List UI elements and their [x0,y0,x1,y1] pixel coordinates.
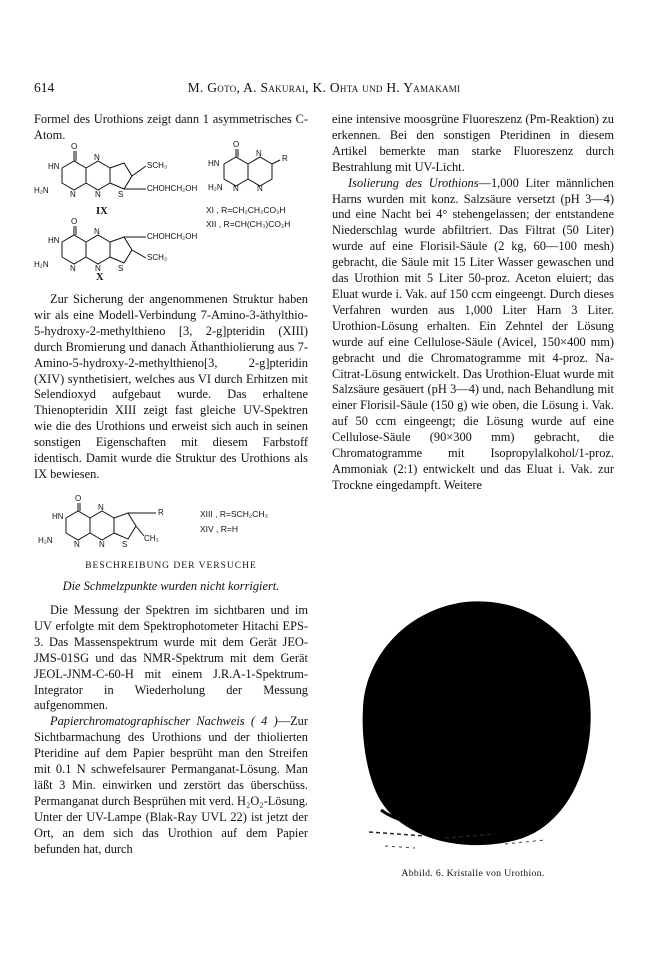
section-note: Die Schmelzpunkte wurden nicht korrigiert. [62,579,280,593]
left-para-spectra [34,603,308,858]
legend-XI: XI , R=CH₂CH₂CO₂H [206,205,286,215]
paragraph-lead: Isolierung des Urothions [348,175,479,190]
atom-S: S [118,190,124,199]
substituent: SCH₃ [147,161,168,170]
atom-HN: HN [208,159,220,168]
paragraph-formula-intro: Formel des Urothions zeigt dann 1 asymmetrisches C-Atom. [34,112,308,142]
paragraph-lead: Papierchromatographischer Nachweis ( 4 ) [50,714,278,729]
atom-O: O [75,494,82,503]
paragraph-synthesis: Zur Sicherung der angenommenen Struktur haben wir als eine Modell-Verbindung 7-Amino-3-äthylthio-5-hydroxy-2-methylthieno [3, 2-g]pteridin (XIII) durch Bromierung und danach Äthanthiolierung aus 7-Amino-5-hydroxy-2-methylthieno[3, 2-g]pteridin (XIV) synthetisiert, welches aus VI durch Erhitzen mit Selendioxyd aufgebaut wurde. Das erhaltene Thienopteridin XIII zeigt fast gleiche UV-Spektren wie die des Urothions und erweist sich auch in seinen sonstigen Eigenschaften mit diesem Farbstoff identisch. Damit wurde die Struktur des Urothions als IX bewiesen. [34,292,308,481]
right-column-text [332,112,614,494]
substituent: SCH₃ [147,253,168,262]
atom-H2N: H₂N [208,183,223,192]
atom-N: N [74,540,80,549]
page-number: 614 [34,80,55,95]
atom-HN: HN [52,512,64,521]
structure-XIII-XIV [38,494,190,554]
legend-XIV: XIV , R=H [200,524,239,534]
page-header [34,80,614,100]
paragraph-fluorescence: eine intensive moosgrüne Fluoreszenz (Pm-Reaktion) zu erkennen. Bei den sonstigen Pteridinen in diesem Artikel bemerkte man starke Fluoreszenz durch Bestrahlung mit UV-Licht. [332,112,614,174]
paragraph-paper-chromatography [34,714,308,857]
atom-N: N [95,190,101,199]
compound-label: IX [96,206,108,217]
left-para-top [34,112,308,144]
atom-S: S [118,264,124,273]
structure-XI-XII [206,140,296,198]
atom-O: O [71,142,78,151]
substituent: CHOHCH₂OH [147,184,198,193]
legend-XIII: XIII , R=SCH₂CH₃ [200,509,268,519]
paragraph-body: —1,000 Liter männlichen Harns wurden mit konz. Salzsäure versetzt (pH 3—4) und eine Nacht bei 4° stehengelassen; der entstandene Niederschlag wurde abfiltriert. Das Filtrat (50 Liter) wurde auf eine Florisil-Säule (2 kg, 60—100 mesh) gebracht, die Säule mit 15 Liter Wasser gewaschen und das Urothion mit 5 Liter 50-proz. Aceton eluiert; das Eluat wurde i. Vak. auf 150 ccm eingeengt. Durch dieses Verfahren wurden aus 1,000 Liter Harn 3 Liter. Urothion-Lösung erhalten. Ein Zehntel der Lösung wurde auf eine Cellulose-Säule (Avicel, 150×400 mm) gebracht und die Chromatogramme mit 4-proz. Na-Citrat-Lösung entwickelt. Das Urothion-Eluat wurde mit Salzsäure gesäuert (pH 3—4) und, nach Behandlung mit einer Florisil-Säule (150 g) wie oben, die Lösung i. Vak. auf 50 ccm eingeengt; die Lösung wurde auf eine Cellulose-Säule (90×300 mm) gebracht, die Chromatogramme mit Isopropylalkohol/1-proz. Ammoniak (2:1) entwickelt und das Eluat i. Vak. zur Trockne eingedampft. Weitere [332,175,614,492]
substituent-CH3: CH₃ [144,534,159,543]
left-para-synthesis [34,292,308,483]
atom-H2N: H₂N [34,186,49,195]
atom-N: N [70,264,76,273]
running-title: M. Goto, A. Sakurai, K. Ohta und H. Yamakami [187,80,461,95]
atom-N: N [94,227,100,236]
legend-XII: XII , R=CH(CH₃)CO₂H [206,219,291,229]
paragraph-body: —Zur Sichtbarmachung des Urothions und der thiolierten Pteridine auf dem Papier besprüht man den Streifen mit 0.1 N schwefelsaurer Permanganat-Lösung. Man läßt 3 Min. einwirken und zerstört das überschüss. Permanganat durch Besprühen mit verd. H₂O₂-Lösung. Unter der UV-Lampe (Blak-Ray UVL 22) ist jetzt der Ort, an dem sich das Urothion auf dem Papier befunden hat, durch [34,714,308,856]
compound-label: X [96,272,104,283]
atom-N: N [98,503,104,512]
atom-R: R [282,154,288,163]
atom-N: N [99,540,105,549]
atom-HN: HN [48,236,60,245]
figure-caption: Abbild. 6. Kristalle von Urothion. [401,868,545,879]
atom-O: O [71,217,78,226]
atom-N: N [70,190,76,199]
atom-N: N [233,184,239,193]
structure-X [34,217,204,286]
atom-N: N [257,184,263,193]
paragraph-spectra: Die Messung der Spektren im sichtbaren und im UV erfolgte mit dem Spektrophotometer Hitachi EPS-3. Das Massenspektrum wurde mit dem Gerät JEO-JMS-01SG und das NMR-Spektrum mit dem Gerät JEOL-JNM-C-60-H mit einem J.R.A-1-Spektrum-Integrator in Wiederholung der Messung aufgenommen. [34,603,308,713]
atom-H2N: H₂N [34,260,49,269]
atom-H2N: H₂N [38,536,53,545]
atom-O: O [233,140,240,149]
atom-R: R [158,508,164,517]
atom-N: N [95,264,101,273]
section-heading: BESCHREIBUNG DER VERSUCHE [85,561,257,571]
atom-S: S [122,540,128,549]
crystal-photograph [345,588,603,860]
atom-HN: HN [48,162,60,171]
paragraph-isolation [332,176,614,494]
atom-N: N [256,149,262,158]
structure-IX [34,142,204,217]
atom-N: N [94,153,100,162]
substituent: CHOHCH₂OH [147,232,198,241]
